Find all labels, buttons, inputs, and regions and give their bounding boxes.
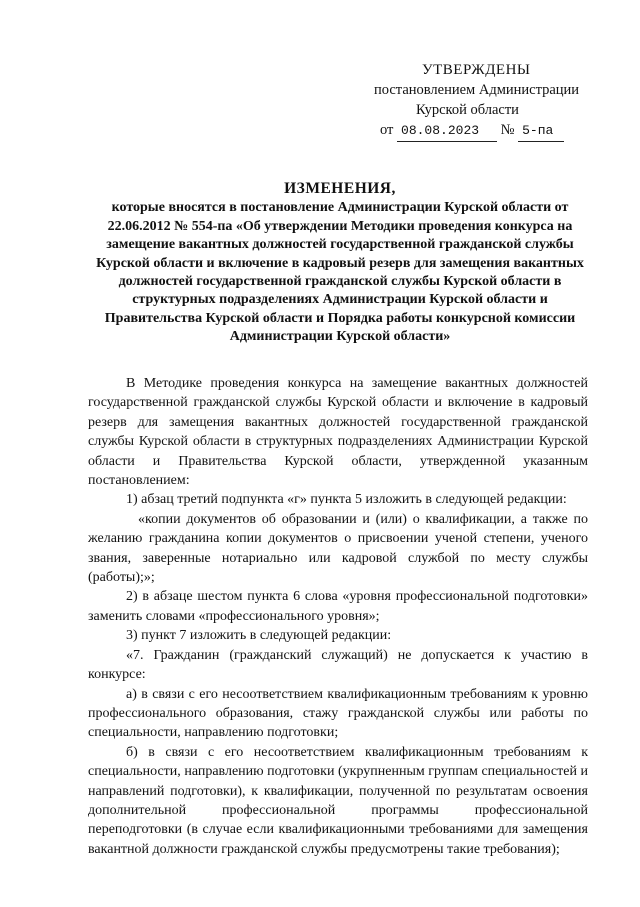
paragraph: В Методике проведения конкурса на замещение вакантных должностей государственной гражданской службы Курской области и включение в кадровый резерв для замещения вакантных должностей государственной гражданской службы Курской области в структурных подразделениях Администрации Курской области и Правительства Курской области, утвержденной указанным постановлением: — [88, 376, 588, 489]
title-heading: ИЗМЕНЕНИЯ, — [284, 180, 396, 197]
from-label: от — [380, 122, 394, 138]
paragraph: 2) в абзаце шестом пункта 6 слова «уровня профессиональной подготовки» заменить словами «профессионального уровня»; — [88, 589, 588, 624]
document-title — [90, 180, 590, 347]
document-body — [88, 374, 588, 859]
approval-stamp — [370, 60, 610, 142]
approval-authority: постановлением Администрации — [374, 82, 580, 98]
paragraph: б) в связи с его несоответствием квалификационным требованиям к специальности, направлению подготовки (укрупненным группам специальностей и направлений подготовки), к квалификации, полученной по результатам освоения дополнительной профессиональной программы профессиональной переподготовки (в случае если квалификационными требованиями для замещения вакантной должности гражданской службы предусмотрены такие требования); — [88, 744, 588, 857]
title-subtitle: которые вносятся в постановление Администрации Курской области от 22.06.2012 № 554-па «Об утверждении Методики проведения конкурса на замещение вакантных должностей государственной гражданской службы Курской области и включение в кадровый резерв для замещения вакантных должностей государственной гражданской службы Курской области в структурных подразделениях Администрации Курской области и Правительства Курской области и Порядка работы конкурсной комиссии Администрации Курской области» — [96, 200, 584, 345]
paragraph: а) в связи с его несоответствием квалификационным требованиям к уровню профессионального образования, стажу гражданской службы или работы по специальности, направлению подготовки; — [88, 686, 588, 741]
approval-region: Курской области — [416, 102, 519, 118]
paragraph: 1) абзац третий подпункта «г» пункта 5 изложить в следующей редакции: — [126, 492, 567, 508]
number-label: № — [500, 122, 515, 138]
approval-date-line — [370, 120, 610, 142]
paragraph: «7. Гражданин (гражданский служащий) не допускается к участию в конкурсе: — [88, 647, 588, 683]
paragraph: 3) пункт 7 изложить в следующей редакции: — [126, 628, 392, 644]
approval-date: 08.08.2023 — [397, 121, 497, 142]
paragraph: «копии документов об образовании и (или) о квалификации, а также по желанию гражданина копии документов о присвоении ученой степени, ученого звания, заверенные нотариально или кадровой службой по месту службы (работы);»; — [88, 511, 588, 586]
approval-heading: УТВЕРЖДЕНЫ — [422, 62, 531, 78]
approval-number: 5-па — [518, 121, 564, 142]
